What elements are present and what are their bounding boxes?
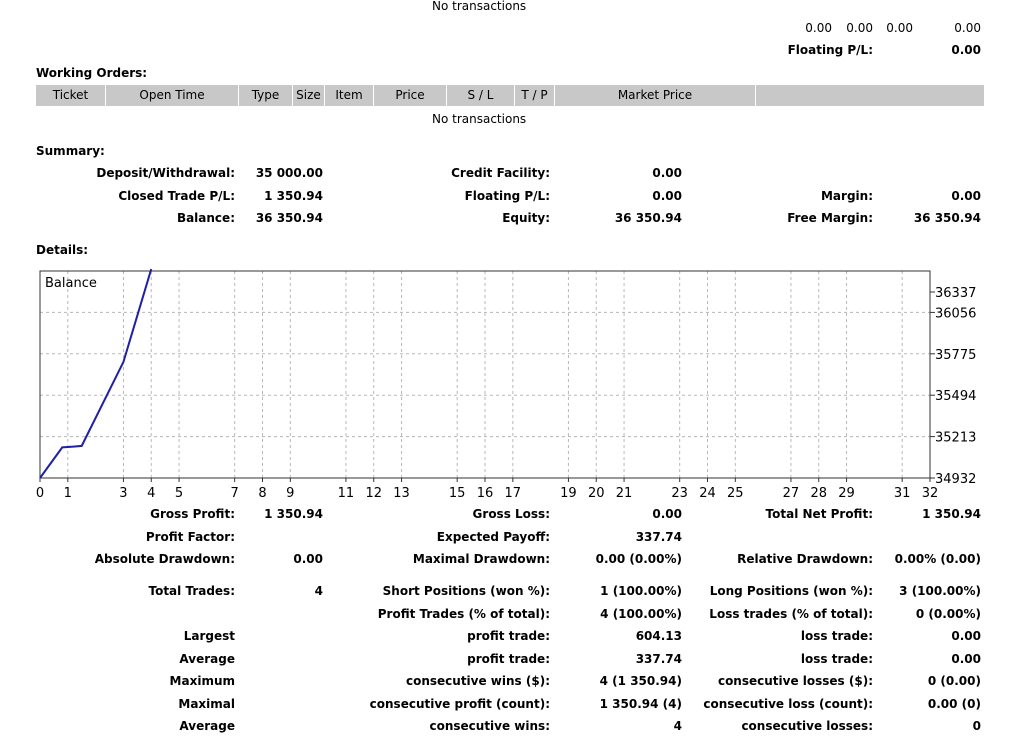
- credit-label: Credit Facility:: [451, 166, 550, 180]
- max-loss-count-value: 0.00 (0): [927, 697, 981, 711]
- x-tick-label: 16: [476, 486, 494, 500]
- balance-value: 36 350.94: [255, 211, 323, 225]
- total-value-2: 0.00: [846, 21, 873, 35]
- average-loss-value: 0.00: [951, 652, 981, 666]
- x-tick-label: 5: [174, 486, 184, 500]
- absolute-drawdown-label: Absolute Drawdown:: [94, 552, 235, 566]
- col-sl[interactable]: S / L: [467, 88, 494, 102]
- x-tick-label: 19: [560, 486, 577, 500]
- summary-title: Summary:: [36, 144, 105, 158]
- largest-loss-value: 0.00: [951, 629, 981, 643]
- expected-payoff-label: Expected Payoff:: [436, 530, 550, 544]
- gross-profit-value: 1 350.94: [264, 507, 323, 521]
- free-margin-label: Free Margin:: [787, 211, 873, 225]
- working-orders-empty: No transactions: [432, 112, 527, 126]
- loss-trades-label: Loss trades (% of total):: [709, 607, 873, 621]
- col-ticket[interactable]: Ticket: [52, 88, 89, 102]
- chart-grid: [40, 271, 935, 482]
- profit-factor-label: Profit Factor:: [145, 530, 235, 544]
- total-value-3: 0.00: [886, 21, 913, 35]
- profit-trades-value: 4 (100.00%): [600, 607, 682, 621]
- max-consecutive-losses-label: consecutive losses ($):: [717, 674, 873, 688]
- deposit-label: Deposit/Withdrawal:: [96, 166, 235, 180]
- x-tick-label: 12: [365, 486, 383, 500]
- col-item[interactable]: Item: [335, 88, 363, 102]
- x-tick-label: 17: [504, 486, 522, 500]
- y-tick-label: 36056: [935, 306, 977, 322]
- avg-consecutive-losses-value: 0: [972, 719, 981, 733]
- col-size[interactable]: Size: [296, 88, 321, 102]
- largest-loss-label: loss trade:: [800, 629, 873, 643]
- x-tick-label: 8: [258, 486, 267, 500]
- gross-loss-value: 0.00: [652, 507, 682, 521]
- maximal-drawdown-label: Maximal Drawdown:: [412, 552, 550, 566]
- absolute-drawdown-value: 0.00: [293, 552, 323, 566]
- x-tick-label: 32: [921, 486, 939, 500]
- x-tick-label: 9: [286, 486, 295, 500]
- summary-floating-label: Floating P/L:: [464, 189, 550, 203]
- x-tick-label: 20: [587, 486, 605, 500]
- x-tick-label: 0: [36, 486, 45, 500]
- summary-floating-value: 0.00: [652, 189, 682, 203]
- balance-chart: [36, 268, 996, 500]
- x-tick-label: 13: [393, 486, 410, 500]
- total-trades-label: Total Trades:: [148, 584, 235, 598]
- long-positions-label: Long Positions (won %):: [709, 584, 873, 598]
- no-transactions-text: No transactions: [432, 0, 527, 13]
- y-tick-label: 36337: [935, 286, 977, 301]
- closed-pl-label: Closed Trade P/L:: [118, 189, 235, 203]
- average-label: Average: [179, 652, 235, 666]
- maximal-label: Maximal: [178, 697, 235, 711]
- max-profit-count-value: 1 350.94 (4): [599, 697, 682, 711]
- relative-drawdown-value: 0.00% (0.00): [894, 552, 981, 566]
- floating-pl-value: 0.00: [951, 43, 981, 57]
- total-net-label: Total Net Profit:: [765, 507, 873, 521]
- relative-drawdown-label: Relative Drawdown:: [737, 552, 873, 566]
- max-loss-count-label: consecutive loss (count):: [703, 697, 873, 711]
- avg-consecutive-losses-label: consecutive losses:: [741, 719, 873, 733]
- floating-pl-label: Floating P/L:: [787, 43, 873, 57]
- maximum-label: Maximum: [169, 674, 235, 688]
- col-open-time[interactable]: Open Time: [139, 88, 205, 102]
- col-market-price[interactable]: Market Price: [617, 88, 693, 102]
- x-tick-label: 29: [838, 486, 855, 500]
- margin-label: Margin:: [820, 189, 873, 203]
- chart-title: Balance: [45, 276, 97, 291]
- total-net-value: 1 350.94: [922, 507, 981, 521]
- balance-line: [40, 269, 151, 478]
- free-margin-value: 36 350.94: [913, 211, 981, 225]
- average2-label: Average: [179, 719, 235, 733]
- col-tp[interactable]: T / P: [521, 88, 548, 102]
- y-tick-label: 34932: [935, 472, 977, 487]
- x-tick-label: 27: [782, 486, 800, 500]
- total-value-4: 0.00: [954, 21, 981, 35]
- col-type[interactable]: Type: [251, 88, 280, 102]
- average-loss-label: loss trade:: [800, 652, 873, 666]
- largest-profit-label: profit trade:: [467, 629, 550, 643]
- balance-label: Balance:: [176, 211, 235, 225]
- credit-value: 0.00: [652, 166, 682, 180]
- x-tick-label: 3: [119, 486, 128, 500]
- avg-consecutive-wins-label: consecutive wins:: [429, 719, 550, 733]
- closed-pl-value: 1 350.94: [264, 189, 323, 203]
- x-tick-label: 28: [810, 486, 828, 500]
- total-trades-value: 4: [314, 584, 323, 598]
- largest-label: Largest: [183, 629, 235, 643]
- margin-value: 0.00: [951, 189, 981, 203]
- max-profit-count-label: consecutive profit (count):: [369, 697, 550, 711]
- equity-label: Equity:: [502, 211, 550, 225]
- avg-consecutive-wins-value: 4: [673, 719, 682, 733]
- x-tick-label: 15: [448, 486, 466, 500]
- col-price[interactable]: Price: [395, 88, 425, 102]
- deposit-value: 35 000.00: [255, 166, 323, 180]
- x-tick-label: 24: [699, 486, 716, 500]
- x-tick-label: 21: [615, 486, 633, 500]
- x-tick-label: 4: [147, 486, 156, 500]
- short-positions-label: Short Positions (won %):: [382, 584, 550, 598]
- max-consecutive-wins-label: consecutive wins ($):: [405, 674, 550, 688]
- profit-trades-label: Profit Trades (% of total):: [377, 607, 550, 621]
- x-tick-label: 7: [230, 486, 239, 500]
- long-positions-value: 3 (100.00%): [899, 584, 981, 598]
- short-positions-value: 1 (100.00%): [600, 584, 682, 598]
- gross-loss-label: Gross Loss:: [472, 507, 550, 521]
- expected-payoff-value: 337.74: [635, 530, 682, 544]
- loss-trades-value: 0 (0.00%): [915, 607, 981, 621]
- average-profit-value: 337.74: [635, 652, 682, 666]
- x-tick-label: 11: [337, 486, 355, 500]
- x-tick-label: 23: [671, 486, 688, 500]
- maximal-drawdown-value: 0.00 (0.00%): [595, 552, 682, 566]
- total-value-1: 0.00: [805, 21, 832, 35]
- x-tick-label: 25: [727, 486, 744, 500]
- average-profit-label: profit trade:: [467, 652, 550, 666]
- y-tick-label: 35494: [935, 389, 977, 405]
- x-tick-label: 31: [893, 486, 911, 500]
- max-consecutive-losses-value: 0 (0.00): [927, 674, 981, 688]
- x-tick-label: 1: [63, 486, 72, 500]
- equity-value: 36 350.94: [614, 211, 682, 225]
- y-tick-label: 35213: [935, 430, 977, 446]
- details-title: Details:: [36, 243, 89, 257]
- max-consecutive-wins-value: 4 (1 350.94): [599, 674, 682, 688]
- gross-profit-label: Gross Profit:: [150, 507, 235, 521]
- working-orders-title: Working Orders:: [36, 66, 148, 80]
- y-tick-label: 35775: [935, 347, 977, 363]
- working-orders-header: [36, 85, 984, 106]
- largest-profit-value: 604.13: [635, 629, 682, 643]
